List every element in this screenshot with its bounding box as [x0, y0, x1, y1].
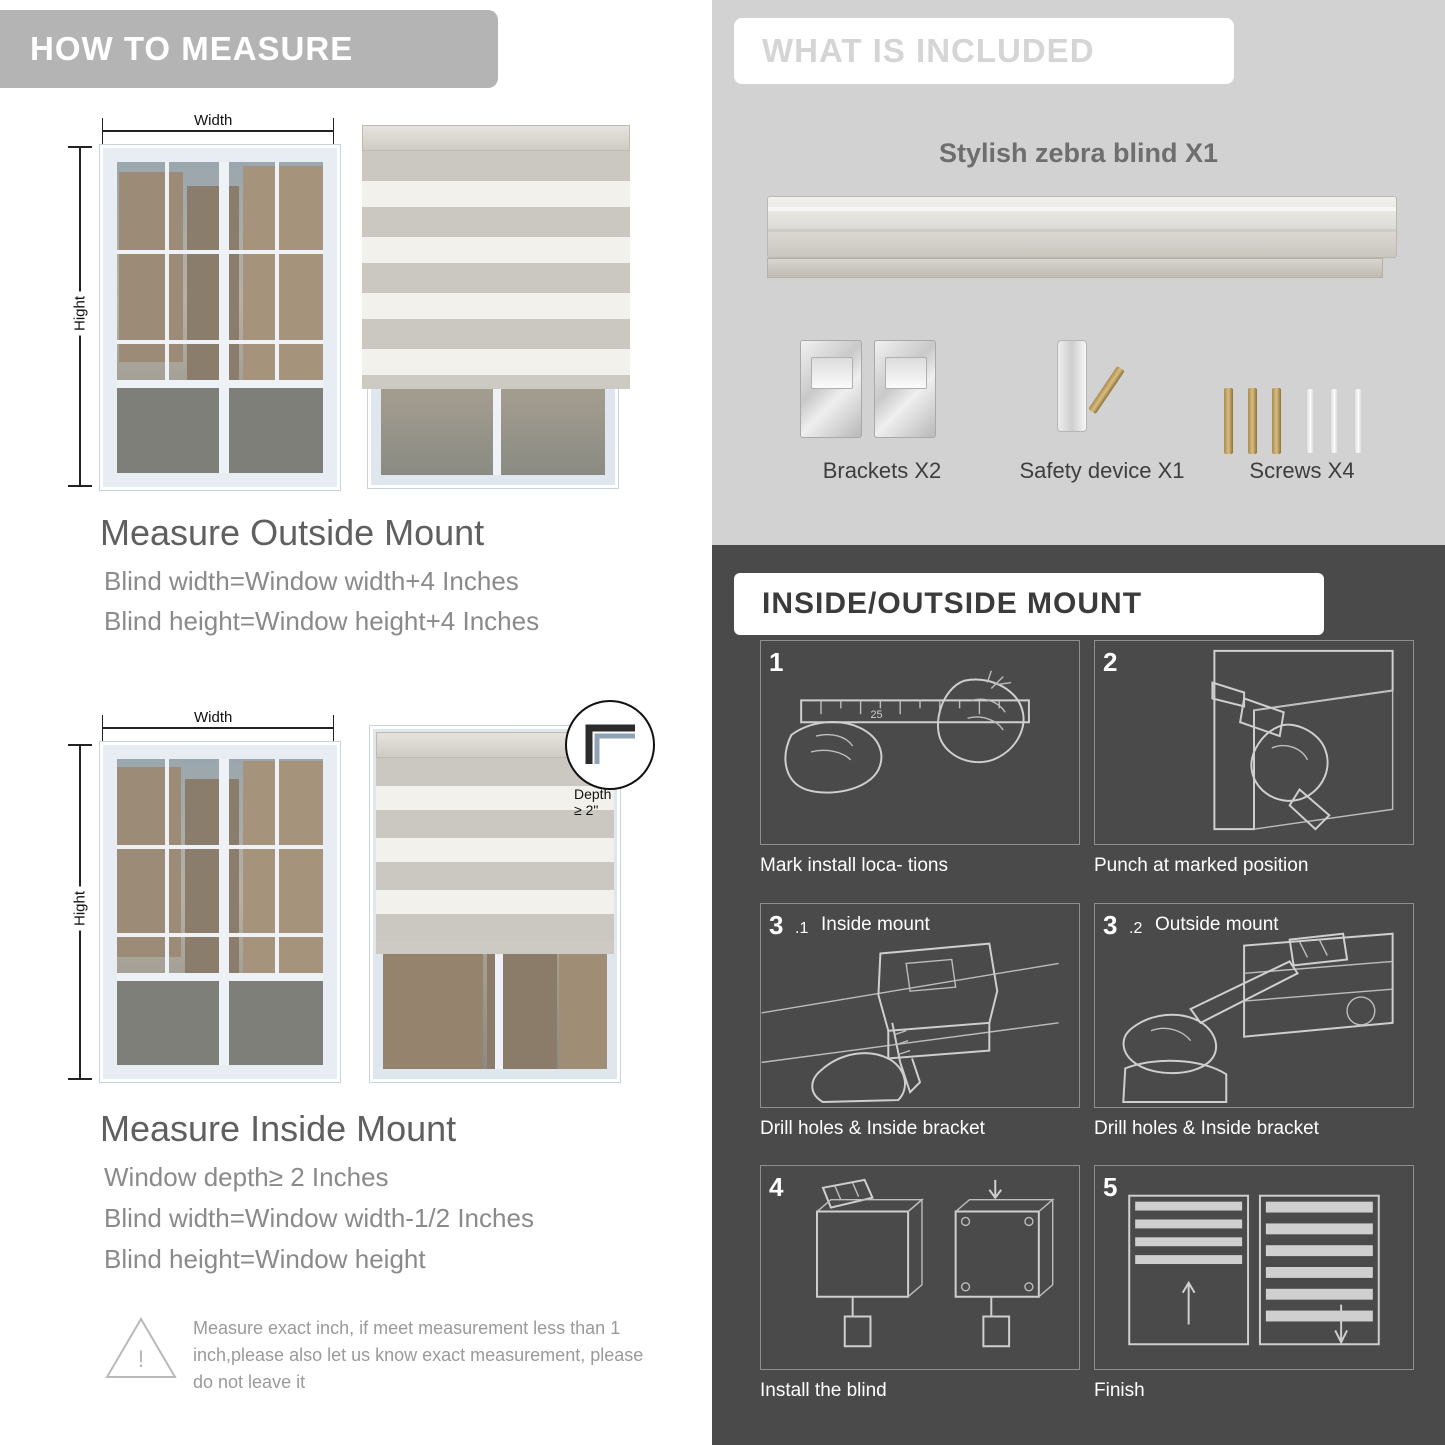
outside-width-label: Width — [190, 112, 236, 129]
svg-text:!: ! — [137, 1346, 145, 1373]
outside-height-tick-top — [68, 146, 92, 148]
inside-outside-mount-panel — [712, 545, 1445, 1445]
inside-height-tick-bottom — [68, 1078, 92, 1080]
step-1-number: 1 — [769, 647, 784, 677]
step-2-number: 2 — [1103, 647, 1118, 677]
step-3-1-sketch — [761, 904, 1079, 1107]
inside-outside-mount-banner: INSIDE/OUTSIDE MOUNT — [734, 573, 1324, 635]
bracket-part-2 — [874, 340, 936, 438]
depth-label: Depth ≥ 2" — [574, 786, 612, 818]
anchor-part-3 — [1354, 388, 1363, 454]
step-5-caption: Finish — [1094, 1380, 1145, 1401]
step-5-illustration — [1094, 1165, 1414, 1370]
inside-window-view — [117, 759, 323, 1065]
step-2-sketch — [1095, 641, 1413, 844]
inside-height-tick-top — [68, 744, 92, 746]
outside-width-dim-line — [102, 130, 334, 132]
step-3-2-sub-number: .2 — [1129, 920, 1143, 937]
what-is-included-banner: WHAT IS INCLUDED — [734, 18, 1234, 84]
zebra-blind-headrail-part — [767, 196, 1397, 258]
step-4-number: 4 — [769, 1172, 784, 1202]
step-5-number: 5 — [1103, 1172, 1118, 1202]
safety-screw-part — [1088, 366, 1125, 414]
how-to-measure-panel — [0, 0, 712, 1445]
screws-caption: Screws X4 — [1249, 458, 1355, 483]
inside-width-tick-left — [102, 715, 103, 741]
safety-device-caption: Safety device X1 — [1019, 458, 1185, 483]
how-to-measure-banner: HOW TO MEASURE — [0, 10, 498, 88]
outside-height-tick-bottom — [68, 485, 92, 487]
step-3-2-illustration — [1094, 903, 1414, 1108]
outside-mount-line-1: Blind width=Window width+4 Inches — [104, 566, 519, 596]
anchor-part-2 — [1330, 388, 1339, 454]
step-5-sketch — [1095, 1166, 1413, 1369]
brackets-caption: Brackets X2 — [822, 458, 942, 483]
inside-window-frame — [100, 742, 340, 1082]
inside-mount-heading: Measure Inside Mount — [100, 1108, 457, 1149]
step-3-1-sub-number: .1 — [795, 920, 809, 937]
depth-callout-circle — [565, 700, 655, 790]
svg-text:25: 25 — [870, 709, 883, 722]
step-3-2-number: 3 — [1103, 910, 1118, 940]
inside-mount-line-1: Window depth≥ 2 Inches — [104, 1162, 389, 1192]
measure-note — [105, 1315, 665, 1396]
inside-width-dim-line — [102, 727, 334, 729]
outside-mount-line-2: Blind height=Window height+4 Inches — [104, 606, 540, 636]
warning-triangle-icon — [105, 1315, 177, 1381]
step-4-illustration — [760, 1165, 1080, 1370]
screw-part-2 — [1248, 388, 1257, 454]
step-3-1-number: 3 — [769, 910, 784, 940]
outside-window-frame — [100, 145, 340, 490]
step-3-1-subtitle: Inside mount — [821, 914, 930, 935]
included-product-title: Stylish zebra blind X1 — [938, 138, 1219, 168]
safety-device-part — [1057, 340, 1087, 432]
anchor-part-1 — [1306, 388, 1315, 454]
step-3-2-subtitle: Outside mount — [1155, 914, 1279, 935]
step-3-2-sketch — [1095, 904, 1413, 1107]
step-1-caption: Mark install loca- tions — [760, 855, 948, 876]
inside-width-tick-right — [333, 715, 334, 741]
step-3-1-illustration — [760, 903, 1080, 1108]
inside-mount-line-3: Blind height=Window height — [104, 1244, 426, 1274]
outside-mount-heading: Measure Outside Mount — [100, 512, 485, 553]
outside-zebra-blind — [362, 125, 630, 390]
inside-width-label: Width — [190, 709, 236, 726]
outside-blind-headrail — [362, 125, 630, 151]
outside-width-tick-left — [102, 118, 103, 144]
step-2-caption: Punch at marked position — [1094, 855, 1309, 876]
screw-part-1 — [1224, 388, 1233, 454]
inside-height-label: Hight — [72, 887, 89, 931]
inside-mount-line-2: Blind width=Window width-1/2 Inches — [104, 1203, 534, 1233]
screw-part-3 — [1272, 388, 1281, 454]
step-3-1-caption: Drill holes & Inside bracket — [760, 1118, 985, 1139]
bracket-part-1 — [800, 340, 862, 438]
outside-window-view — [117, 162, 323, 473]
step-4-sketch — [761, 1166, 1079, 1369]
outside-width-tick-right — [333, 118, 334, 144]
zebra-blind-bottomrail-part — [767, 258, 1383, 278]
step-4-caption: Install the blind — [760, 1380, 887, 1401]
measure-note-text: Measure exact inch, if meet measurement less than 1 inch,please also let us know exact measurement, please do not leave it — [193, 1318, 644, 1392]
step-1-sketch — [761, 641, 1079, 844]
what-is-included-panel — [712, 0, 1445, 545]
step-2-illustration — [1094, 640, 1414, 845]
step-1-illustration — [760, 640, 1080, 845]
outside-height-label: Hight — [72, 292, 89, 336]
step-3-2-caption: Drill holes & Inside bracket — [1094, 1118, 1319, 1139]
